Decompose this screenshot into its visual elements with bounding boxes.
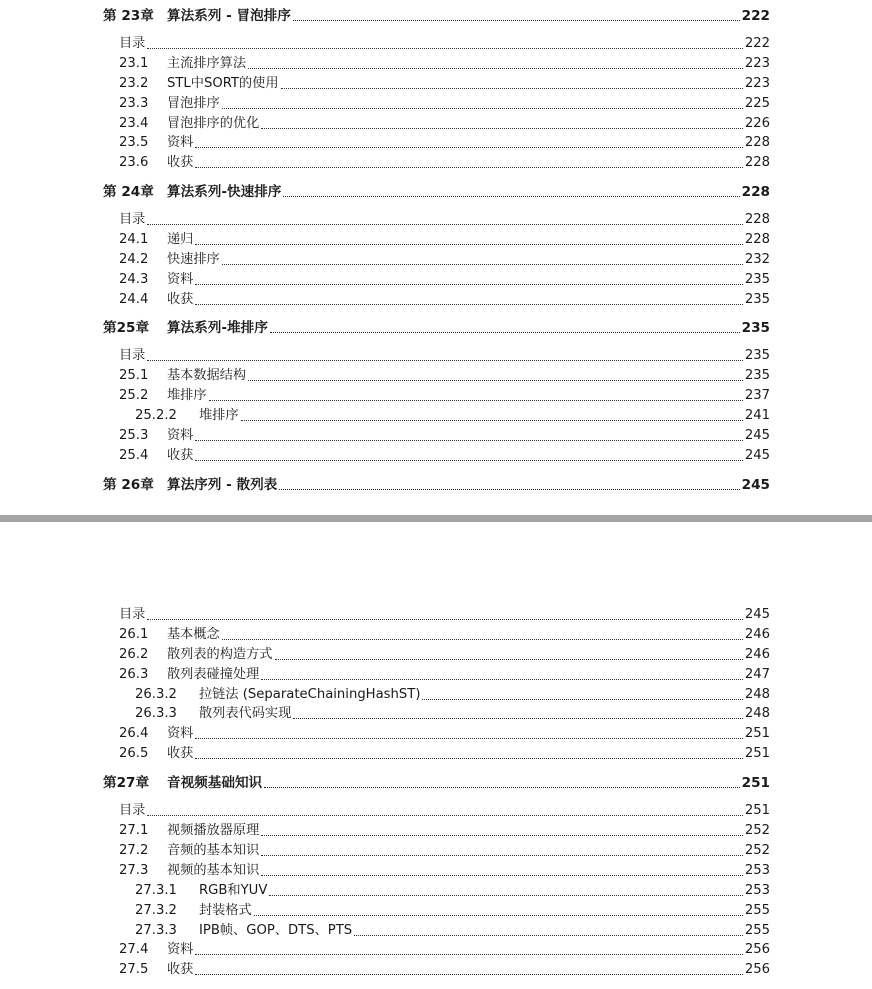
toc-entry-page-number: 245: [741, 477, 770, 493]
toc-entry-title: RGB和YUV: [199, 883, 268, 898]
toc-entry-title: 资料: [167, 726, 194, 741]
toc-section-entry[interactable]: [119, 133, 770, 151]
toc-entry-title: 收获: [167, 155, 194, 170]
dot-leader: [283, 196, 739, 197]
dot-leader: [195, 167, 742, 168]
toc-entry-page-number: 253: [744, 883, 770, 898]
toc-entry-number: 26.3.2: [135, 687, 177, 702]
toc-entry-page-number: 253: [744, 863, 770, 878]
toc-entry-title: 递归: [167, 232, 194, 247]
toc-section-entry[interactable]: [119, 446, 770, 464]
toc-entry-title: STL中SORT的使用: [167, 76, 279, 91]
toc-entry-number: 25.3: [119, 428, 149, 443]
dot-leader: [293, 20, 740, 21]
dot-leader: [195, 974, 742, 975]
toc-entry-page-number: 222: [741, 8, 770, 24]
toc-section-entry[interactable]: [119, 34, 770, 52]
toc-entry-title: 基本概念: [167, 627, 220, 642]
toc-section-entry[interactable]: [119, 153, 770, 171]
toc-section-entry[interactable]: [119, 605, 770, 623]
dot-leader: [195, 954, 742, 955]
toc-subsection-entry[interactable]: [135, 901, 770, 919]
toc-entry-number: 27.1: [119, 823, 149, 838]
toc-entry-title: 冒泡排序: [167, 96, 220, 111]
toc-chapter-entry[interactable]: [103, 318, 770, 336]
toc-entry-title: 目录: [119, 212, 146, 227]
toc-entry-number: 26.4: [119, 726, 149, 741]
toc-entry-page-number: 235: [741, 320, 770, 336]
dot-leader: [261, 875, 743, 876]
toc-entry-number: 25.2: [119, 388, 149, 403]
toc-entry-page-number: 251: [741, 775, 770, 791]
dot-leader: [275, 659, 743, 660]
toc-entry-page-number: 235: [744, 348, 770, 363]
toc-entry-page-number: 255: [744, 923, 770, 938]
toc-entry-title: 散列表代码实现: [199, 706, 292, 721]
toc-entry-number: 24.1: [119, 232, 149, 247]
toc-entry-number: 第25章: [103, 320, 150, 336]
toc-entry-number: 26.3.3: [135, 706, 177, 721]
dot-leader: [241, 420, 743, 421]
toc-entry-number: 23.1: [119, 56, 149, 71]
toc-entry-page-number: 252: [744, 843, 770, 858]
toc-entry-page-number: 235: [744, 272, 770, 287]
dot-leader: [195, 147, 742, 148]
toc-entry-title: 音视频基础知识: [167, 775, 263, 791]
toc-entry-page-number: 223: [744, 56, 770, 71]
toc-entry-number: 23.3: [119, 96, 149, 111]
toc-entry-number: 26.3: [119, 667, 149, 682]
toc-entry-title: 视频播放器原理: [167, 823, 260, 838]
toc-section-entry[interactable]: [119, 114, 770, 132]
dot-leader: [254, 915, 743, 916]
toc-entry-number: 第27章: [103, 775, 150, 791]
toc-entry-number: 24.3: [119, 272, 149, 287]
toc-section-entry[interactable]: [119, 665, 770, 683]
toc-chapter-entry[interactable]: [103, 182, 770, 200]
toc-section-entry[interactable]: [119, 290, 770, 308]
toc-entry-title: 算法系列 - 冒泡排序: [167, 8, 291, 24]
toc-entry-number: 26.2: [119, 647, 149, 662]
toc-section-entry[interactable]: [119, 250, 770, 268]
dot-leader: [147, 48, 742, 49]
toc-entry-number: 25.1: [119, 368, 149, 383]
toc-chapter-entry[interactable]: [103, 773, 770, 791]
toc-section-entry[interactable]: [119, 645, 770, 663]
toc-entry-number: 第 23章: [103, 8, 154, 24]
toc-entry-page-number: 251: [744, 746, 770, 761]
toc-entry-page-number: 235: [744, 368, 770, 383]
toc-entry-page-number: 246: [744, 647, 770, 662]
toc-entry-title: 收获: [167, 448, 194, 463]
toc-entry-number: 27.3.1: [135, 883, 177, 898]
dot-leader: [222, 264, 743, 265]
toc-entry-page-number: 247: [744, 667, 770, 682]
toc-entry-title: 拉链法 (SeparateChainingHashST): [199, 687, 421, 702]
toc-subsection-entry[interactable]: [135, 406, 770, 424]
dot-leader: [222, 639, 743, 640]
toc-chapter-entry[interactable]: [103, 6, 770, 24]
toc-subsection-entry[interactable]: [135, 704, 770, 722]
toc-entry-number: 24.2: [119, 252, 149, 267]
toc-entry-page-number: 228: [744, 155, 770, 170]
toc-page-2: [0, 522, 872, 989]
toc-entry-number: 27.3: [119, 863, 149, 878]
dot-leader: [270, 332, 740, 333]
toc-section-entry[interactable]: [119, 54, 770, 72]
toc-section-entry[interactable]: [119, 960, 770, 978]
toc-entry-title: 资料: [167, 135, 194, 150]
toc-entry-number: 23.2: [119, 76, 149, 91]
toc-subsection-entry[interactable]: [135, 881, 770, 899]
toc-entry-page-number: 256: [744, 962, 770, 977]
toc-entry-page-number: 222: [744, 36, 770, 51]
toc-entry-number: 26.1: [119, 627, 149, 642]
dot-leader: [422, 699, 742, 700]
dot-leader: [248, 380, 743, 381]
dot-leader: [147, 619, 742, 620]
toc-entry-number: 27.2: [119, 843, 149, 858]
toc-section-entry[interactable]: [119, 426, 770, 444]
toc-entry-number: 第 26章: [103, 477, 154, 493]
dot-leader: [195, 244, 742, 245]
toc-entry-number: 26.5: [119, 746, 149, 761]
toc-entry-title: IPB帧、GOP、DTS、PTS: [199, 923, 353, 938]
toc-entry-number: 23.5: [119, 135, 149, 150]
dot-leader: [261, 128, 743, 129]
toc-section-entry[interactable]: [119, 366, 770, 384]
toc-entry-title: 目录: [119, 607, 146, 622]
dot-leader: [261, 855, 743, 856]
dot-leader: [209, 400, 743, 401]
dot-leader: [293, 718, 743, 719]
dot-leader: [195, 440, 742, 441]
toc-entry-number: 23.4: [119, 116, 149, 131]
toc-section-entry[interactable]: [119, 230, 770, 248]
toc-entry-number: 23.6: [119, 155, 149, 170]
toc-entry-title: 算法序列 - 散列表: [167, 477, 278, 493]
toc-entry-page-number: 255: [744, 903, 770, 918]
dot-leader: [195, 758, 742, 759]
toc-entry-title: 资料: [167, 272, 194, 287]
toc-entry-title: 堆排序: [167, 388, 207, 403]
toc-entry-page-number: 228: [744, 135, 770, 150]
toc-entry-page-number: 235: [744, 292, 770, 307]
toc-section-entry[interactable]: [119, 625, 770, 643]
toc-section-entry[interactable]: [119, 210, 770, 228]
toc-entry-number: 27.5: [119, 962, 149, 977]
toc-section-entry[interactable]: [119, 270, 770, 288]
dot-leader: [248, 68, 743, 69]
toc-entry-number: 25.4: [119, 448, 149, 463]
toc-entry-page-number: 256: [744, 942, 770, 957]
toc-entry-page-number: 228: [741, 184, 770, 200]
toc-chapter-entry[interactable]: [103, 475, 770, 493]
dot-leader: [195, 738, 742, 739]
toc-section-entry[interactable]: [119, 346, 770, 364]
toc-entry-page-number: 241: [744, 408, 770, 423]
toc-entry-page-number: 251: [744, 726, 770, 741]
toc-entry-title: 散列表碰撞处理: [167, 667, 260, 682]
toc-entry-page-number: 232: [744, 252, 770, 267]
toc-entry-page-number: 228: [744, 232, 770, 247]
dot-leader: [147, 224, 742, 225]
toc-entry-title: 算法系列-快速排序: [167, 184, 282, 200]
dot-leader: [279, 489, 739, 490]
toc-section-entry[interactable]: [119, 386, 770, 404]
toc-entry-title: 主流排序算法: [167, 56, 247, 71]
dot-leader: [261, 835, 743, 836]
toc-entry-title: 收获: [167, 746, 194, 761]
dot-leader: [195, 460, 742, 461]
toc-entry-title: 散列表的构造方式: [167, 647, 273, 662]
toc-entry-page-number: 251: [744, 803, 770, 818]
toc-entry-title: 算法系列-堆排序: [167, 320, 268, 336]
toc-entry-title: 资料: [167, 942, 194, 957]
dot-leader: [147, 360, 742, 361]
toc-entry-title: 收获: [167, 292, 194, 307]
toc-section-entry[interactable]: [119, 724, 770, 742]
dot-leader: [147, 815, 742, 816]
toc-entry-title: 基本数据结构: [167, 368, 247, 383]
dot-leader: [264, 787, 739, 788]
toc-entry-number: 25.2.2: [135, 408, 177, 423]
dot-leader: [281, 88, 743, 89]
toc-entry-number: 24.4: [119, 292, 149, 307]
toc-entry-title: 目录: [119, 36, 146, 51]
toc-section-entry[interactable]: [119, 861, 770, 879]
toc-entry-page-number: 248: [744, 687, 770, 702]
toc-entry-page-number: 245: [744, 448, 770, 463]
dot-leader: [261, 679, 743, 680]
toc-entry-title: 视频的基本知识: [167, 863, 260, 878]
toc-entry-number: 27.3.2: [135, 903, 177, 918]
toc-entry-title: 封装格式: [199, 903, 252, 918]
dot-leader: [195, 304, 742, 305]
toc-section-entry[interactable]: [119, 841, 770, 859]
toc-entry-page-number: 246: [744, 627, 770, 642]
toc-section-entry[interactable]: [119, 940, 770, 958]
toc-entry-page-number: 223: [744, 76, 770, 91]
page-separator: [0, 515, 872, 522]
toc-entry-page-number: 226: [744, 116, 770, 131]
toc-entry-title: 目录: [119, 348, 146, 363]
toc-entry-page-number: 228: [744, 212, 770, 227]
toc-entry-title: 目录: [119, 803, 146, 818]
toc-entry-title: 快速排序: [167, 252, 220, 267]
toc-entry-page-number: 245: [744, 607, 770, 622]
dot-leader: [269, 895, 742, 896]
toc-section-entry[interactable]: [119, 801, 770, 819]
toc-entry-number: 27.3.3: [135, 923, 177, 938]
toc-subsection-entry[interactable]: [135, 685, 770, 703]
toc-entry-title: 音频的基本知识: [167, 843, 260, 858]
dot-leader: [195, 284, 742, 285]
toc-entry-page-number: 245: [744, 428, 770, 443]
toc-section-entry[interactable]: [119, 94, 770, 112]
toc-entry-title: 堆排序: [199, 408, 239, 423]
toc-section-entry[interactable]: [119, 74, 770, 92]
toc-section-entry[interactable]: [119, 744, 770, 762]
toc-entry-page-number: 252: [744, 823, 770, 838]
dot-leader: [354, 935, 743, 936]
toc-entry-number: 第 24章: [103, 184, 154, 200]
toc-section-entry[interactable]: [119, 821, 770, 839]
toc-entry-page-number: 225: [744, 96, 770, 111]
toc-entry-title: 资料: [167, 428, 194, 443]
toc-entry-page-number: 248: [744, 706, 770, 721]
toc-entry-number: 27.4: [119, 942, 149, 957]
toc-entry-title: 收获: [167, 962, 194, 977]
toc-subsection-entry[interactable]: [135, 921, 770, 939]
toc-entry-title: 冒泡排序的优化: [167, 116, 260, 131]
toc-entry-page-number: 237: [744, 388, 770, 403]
dot-leader: [222, 108, 743, 109]
